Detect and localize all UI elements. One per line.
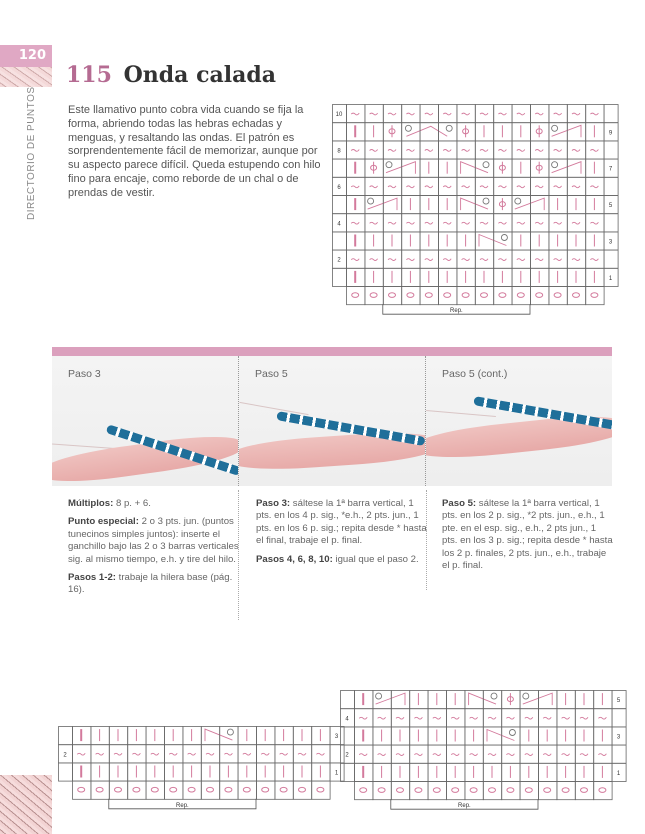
svg-text:7: 7 bbox=[608, 166, 613, 173]
page-number-tab bbox=[0, 45, 52, 67]
photo-label: Paso 5 (cont.) bbox=[442, 368, 508, 380]
svg-text:6: 6 bbox=[337, 184, 341, 191]
svg-text:3: 3 bbox=[616, 734, 621, 741]
svg-text:2: 2 bbox=[63, 752, 67, 759]
svg-text:2: 2 bbox=[345, 752, 349, 759]
instructions-col-1 bbox=[68, 498, 240, 603]
step-photos bbox=[52, 356, 612, 486]
stitch-swatch-thumbnail bbox=[0, 67, 52, 87]
svg-text:1: 1 bbox=[608, 275, 613, 282]
column-divider bbox=[426, 490, 427, 590]
instruction-heading: Punto especial: bbox=[68, 516, 139, 528]
svg-text:8: 8 bbox=[337, 148, 341, 155]
svg-text:5: 5 bbox=[616, 698, 621, 705]
stitch-swatch-bottom bbox=[0, 775, 52, 834]
stitch-number: 115 bbox=[66, 62, 112, 88]
intro-paragraph: Este llamativo punto cobra vida cuando se fija la forma, abriendo todas las hebras echadas y menguas, y resaltando las ondas. El patrón es sorprendentemente fácil de memorizar, aunque por su aspecto parece difícil. Queda estupendo con hilo fino para encaje, como reborde de un chal o de prendas de vestir. bbox=[68, 104, 321, 199]
svg-text:2: 2 bbox=[337, 257, 341, 264]
svg-text:1: 1 bbox=[616, 770, 621, 777]
instruction-paragraph: Pasos 1-2: trabaje la hilera base (pág. 16). bbox=[68, 572, 233, 596]
instruction-paragraph: Pasos 4, 6, 8, 10: igual que el paso 2. bbox=[256, 553, 419, 565]
instruction-paragraph: Punto especial: 2 o 3 pts. jun. (puntos tunecinos simples juntos): inserte el ganchillo bajo las 2 o 3 barras verticales sig. al mismo tiempo, e.h. y tire del hilo. bbox=[68, 516, 239, 565]
instruction-heading: Paso 3: bbox=[256, 498, 291, 509]
photo-step-5-cont bbox=[425, 356, 612, 486]
column-divider bbox=[238, 490, 239, 620]
instruction-paragraph: Paso 3: sáltese la 1ª barra vertical, 1 pts. en los 4 p. sig., *e.h., 2 pts. jun., 1 pts. en los 6 p. sig.; repita desde * hasta el final, trabaje el p. final. bbox=[256, 498, 427, 547]
instructions-col-3 bbox=[442, 498, 614, 578]
svg-text:Rep.: Rep. bbox=[176, 802, 189, 809]
svg-text:10: 10 bbox=[335, 112, 343, 119]
svg-text:4: 4 bbox=[345, 716, 349, 723]
instruction-heading: Paso 5: bbox=[442, 498, 477, 509]
accent-band bbox=[52, 347, 612, 356]
svg-text:Rep.: Rep. bbox=[450, 308, 463, 315]
instructions-col-2 bbox=[256, 498, 428, 572]
svg-text:9: 9 bbox=[608, 130, 613, 137]
photo-step-3 bbox=[52, 356, 238, 486]
photo-label: Paso 3 bbox=[68, 368, 101, 380]
stitch-chart-main bbox=[332, 104, 622, 322]
stitch-chart-steps-1-5 bbox=[340, 690, 630, 817]
svg-text:3: 3 bbox=[608, 239, 613, 246]
instruction-paragraph: Paso 5: sáltese la 1ª barra vertical, 1 pts. en los 2 p. sig., *2 pts. jun., e.h., 1 pte. en el esp. sig., e.h., 2 pts jun., 1 pts. en los 3 p. sig.; repita desde * hasta los 2 p. finales, 2 pts. jun., e.h., trabaje el p. final. bbox=[442, 498, 613, 572]
instruction-heading: Pasos 4, 6, 8, 10: bbox=[256, 553, 333, 565]
svg-text:5: 5 bbox=[608, 203, 613, 210]
svg-text:1: 1 bbox=[334, 770, 339, 777]
stitch-chart-steps-1-3 bbox=[58, 726, 348, 817]
svg-text:4: 4 bbox=[337, 221, 341, 228]
photo-step-5 bbox=[238, 356, 425, 486]
svg-text:Rep.: Rep. bbox=[458, 803, 471, 810]
page-title bbox=[66, 62, 276, 88]
svg-text:3: 3 bbox=[334, 734, 339, 741]
instruction-heading: Pasos 1-2: bbox=[68, 572, 116, 584]
instruction-heading: Múltiplos: bbox=[68, 498, 114, 509]
page-number: 120 bbox=[18, 48, 46, 63]
stitch-title: Onda calada bbox=[123, 62, 276, 88]
section-label: DIRECTORIO DE PUNTOS bbox=[26, 86, 37, 220]
photo-label: Paso 5 bbox=[255, 368, 288, 380]
instruction-paragraph: Múltiplos: 8 p. + 6. bbox=[68, 498, 151, 509]
